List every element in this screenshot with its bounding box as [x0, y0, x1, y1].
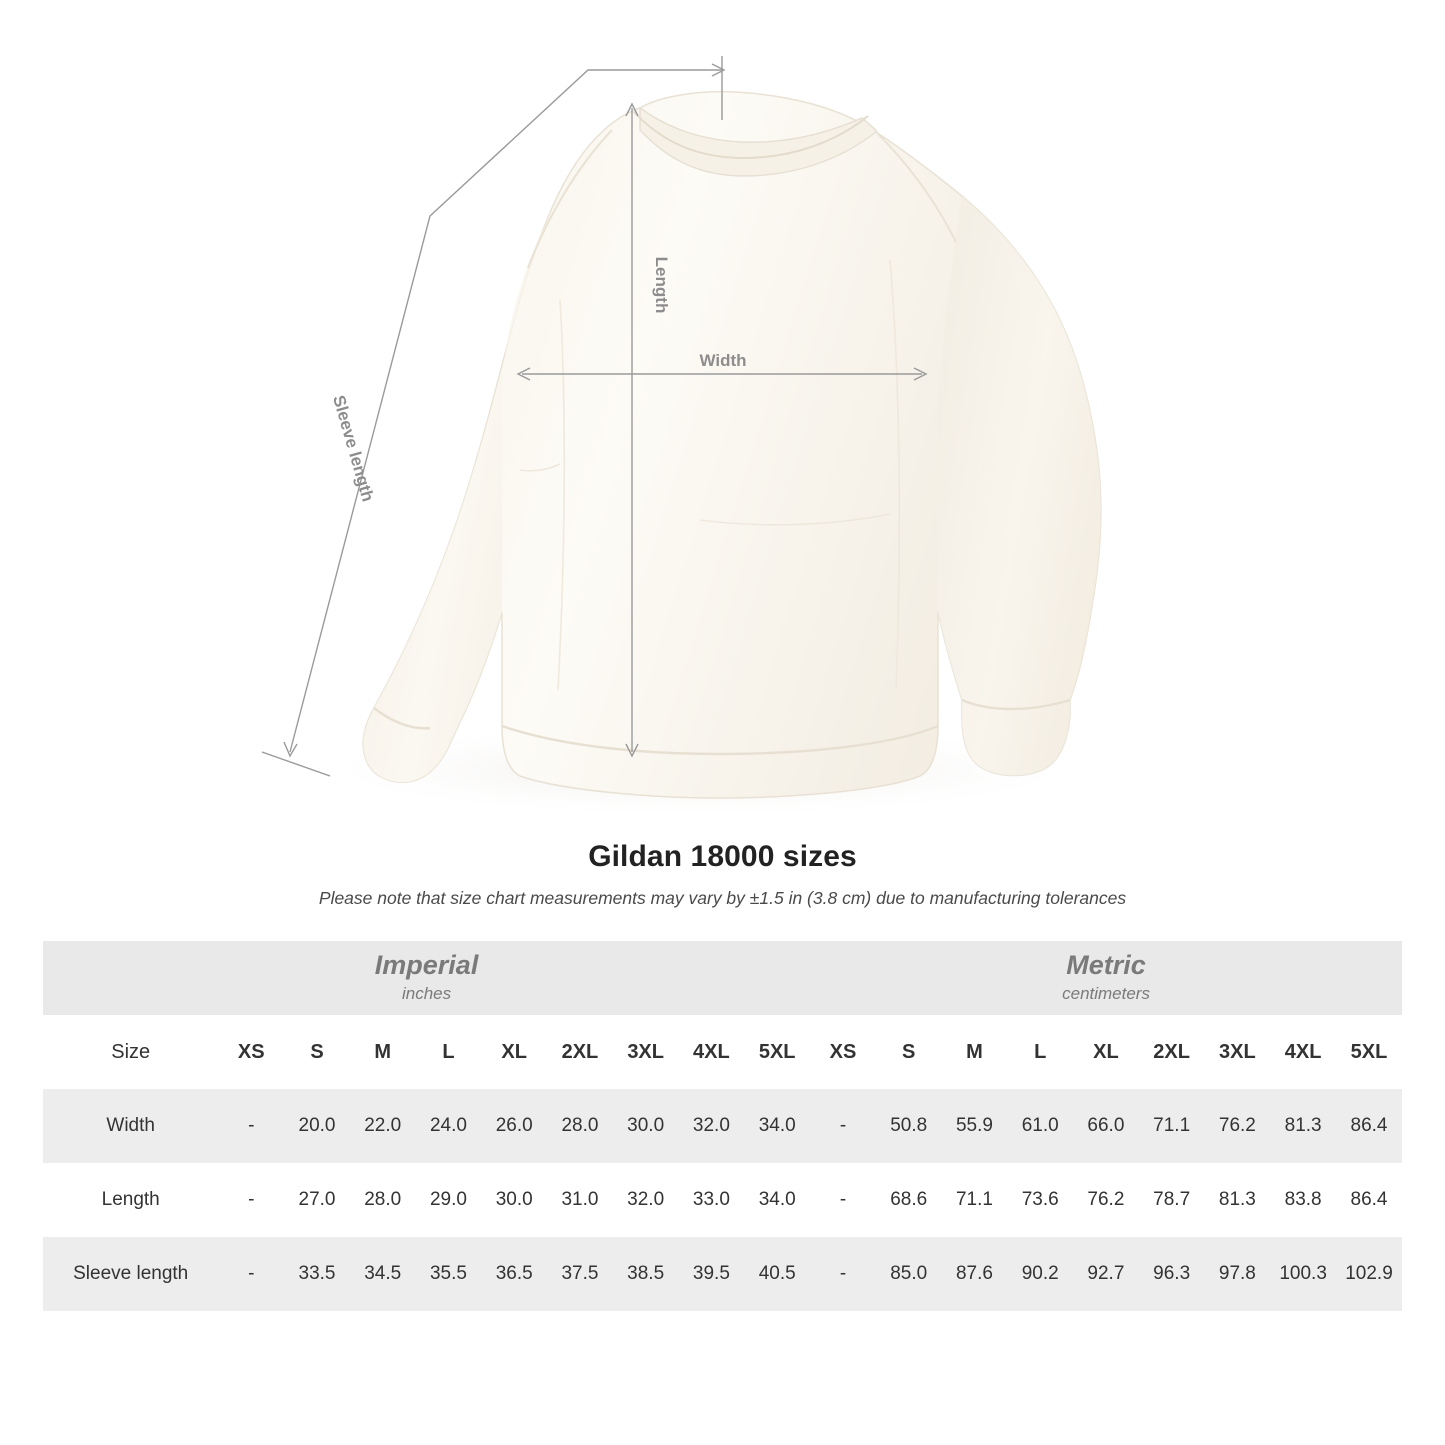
length-imp-4: 30.0 — [481, 1163, 547, 1237]
width-label: Width — [699, 351, 747, 370]
length-met-6: 81.3 — [1205, 1163, 1271, 1237]
width-imp-6: 30.0 — [613, 1089, 679, 1163]
sleeve-met-3: 90.2 — [1007, 1237, 1073, 1311]
width-met-2: 55.9 — [942, 1089, 1008, 1163]
length-imp-3: 29.0 — [416, 1163, 482, 1237]
length-met-1: 68.6 — [876, 1163, 942, 1237]
width-met-6: 76.2 — [1205, 1089, 1271, 1163]
right-sleeve — [938, 196, 1101, 776]
length-met-0: - — [810, 1163, 876, 1237]
length-met-2: 71.1 — [942, 1163, 1008, 1237]
width-met-3: 61.0 — [1007, 1089, 1073, 1163]
size-head-met-4: XL — [1073, 1015, 1139, 1089]
row-label-sleeve-length: Sleeve length — [43, 1237, 218, 1311]
table-row-sleeve-length — [43, 1237, 1402, 1311]
size-table-wrap — [43, 941, 1402, 1311]
sleeve-imp-1: 33.5 — [284, 1237, 350, 1311]
length-imp-5: 31.0 — [547, 1163, 613, 1237]
width-met-0: - — [810, 1089, 876, 1163]
size-head-met-2: M — [942, 1015, 1008, 1089]
metric-banner — [810, 941, 1402, 1015]
size-head-met-0: XS — [810, 1015, 876, 1089]
sleeve-met-6: 97.8 — [1205, 1237, 1271, 1311]
width-met-7: 81.3 — [1270, 1089, 1336, 1163]
size-head-imp-6: 3XL — [613, 1015, 679, 1089]
width-met-4: 66.0 — [1073, 1089, 1139, 1163]
chart-title: Gildan 18000 sizes — [588, 840, 857, 873]
imperial-sub: inches — [401, 983, 452, 1003]
sleeve-imp-0: - — [218, 1237, 284, 1311]
length-imp-0: - — [218, 1163, 284, 1237]
table-header-row — [43, 1015, 1402, 1089]
sleeve-met-7: 100.3 — [1270, 1237, 1336, 1311]
size-head-met-6: 3XL — [1205, 1015, 1271, 1089]
width-imp-4: 26.0 — [481, 1089, 547, 1163]
width-imp-8: 34.0 — [744, 1089, 810, 1163]
size-head-imp-7: 4XL — [679, 1015, 745, 1089]
length-imp-8: 34.0 — [744, 1163, 810, 1237]
row-label-length: Length — [43, 1163, 218, 1237]
sleeve-met-5: 96.3 — [1139, 1237, 1205, 1311]
width-imp-2: 22.0 — [350, 1089, 416, 1163]
length-imp-2: 28.0 — [350, 1163, 416, 1237]
sleeve-imp-8: 40.5 — [744, 1237, 810, 1311]
width-imp-7: 32.0 — [679, 1089, 745, 1163]
length-imp-7: 33.0 — [679, 1163, 745, 1237]
size-head-imp-1: S — [284, 1015, 350, 1089]
sleeve-imp-4: 36.5 — [481, 1237, 547, 1311]
size-head-met-5: 2XL — [1139, 1015, 1205, 1089]
length-imp-6: 32.0 — [613, 1163, 679, 1237]
size-head-imp-3: L — [416, 1015, 482, 1089]
sleeve-met-0: - — [810, 1237, 876, 1311]
row-label-width: Width — [43, 1089, 218, 1163]
size-head-met-7: 4XL — [1270, 1015, 1336, 1089]
size-head-imp-0: XS — [218, 1015, 284, 1089]
size-head-met-3: L — [1007, 1015, 1073, 1089]
sleeve-imp-5: 37.5 — [547, 1237, 613, 1311]
size-header: Size — [43, 1015, 218, 1089]
sleeve-met-1: 85.0 — [876, 1237, 942, 1311]
length-met-4: 76.2 — [1073, 1163, 1139, 1237]
length-met-7: 83.8 — [1270, 1163, 1336, 1237]
sleeve-met-4: 92.7 — [1073, 1237, 1139, 1311]
sleeve-imp-2: 34.5 — [350, 1237, 416, 1311]
length-met-3: 73.6 — [1007, 1163, 1073, 1237]
width-met-5: 71.1 — [1139, 1089, 1205, 1163]
width-imp-3: 24.0 — [416, 1089, 482, 1163]
size-table — [43, 941, 1402, 1311]
imperial-title: Imperial — [374, 949, 479, 980]
size-head-met-1: S — [876, 1015, 942, 1089]
size-head-imp-8: 5XL — [744, 1015, 810, 1089]
length-met-5: 78.7 — [1139, 1163, 1205, 1237]
metric-title: Metric — [1066, 949, 1146, 980]
length-label: Length — [652, 256, 671, 314]
sleeve-imp-7: 39.5 — [679, 1237, 745, 1311]
size-head-imp-5: 2XL — [547, 1015, 613, 1089]
length-imp-1: 27.0 — [284, 1163, 350, 1237]
imperial-banner — [43, 941, 810, 1015]
width-met-1: 50.8 — [876, 1089, 942, 1163]
width-imp-1: 20.0 — [284, 1089, 350, 1163]
sweatshirt-body — [363, 92, 1101, 798]
width-imp-0: - — [218, 1089, 284, 1163]
sleeve-length-label: Sleeve length — [329, 393, 378, 504]
size-head-imp-2: M — [350, 1015, 416, 1089]
sleeve-imp-6: 38.5 — [613, 1237, 679, 1311]
size-head-met-8: 5XL — [1336, 1015, 1402, 1089]
length-met-8: 86.4 — [1336, 1163, 1402, 1237]
width-imp-5: 28.0 — [547, 1089, 613, 1163]
chart-heading-block — [0, 840, 1445, 909]
size-head-imp-4: XL — [481, 1015, 547, 1089]
sleeve-met-2: 87.6 — [942, 1237, 1008, 1311]
sleeve-met-8: 102.9 — [1336, 1237, 1402, 1311]
metric-sub: centimeters — [1062, 983, 1150, 1003]
table-row-length — [43, 1163, 1402, 1237]
chart-note: Please note that size chart measurements may vary by ±1.5 in (3.8 cm) due to manufacturing tolerances — [318, 888, 1127, 908]
table-row-width — [43, 1089, 1402, 1163]
sleeve-imp-3: 35.5 — [416, 1237, 482, 1311]
width-met-8: 86.4 — [1336, 1089, 1402, 1163]
unit-banner-row — [43, 941, 1402, 1015]
